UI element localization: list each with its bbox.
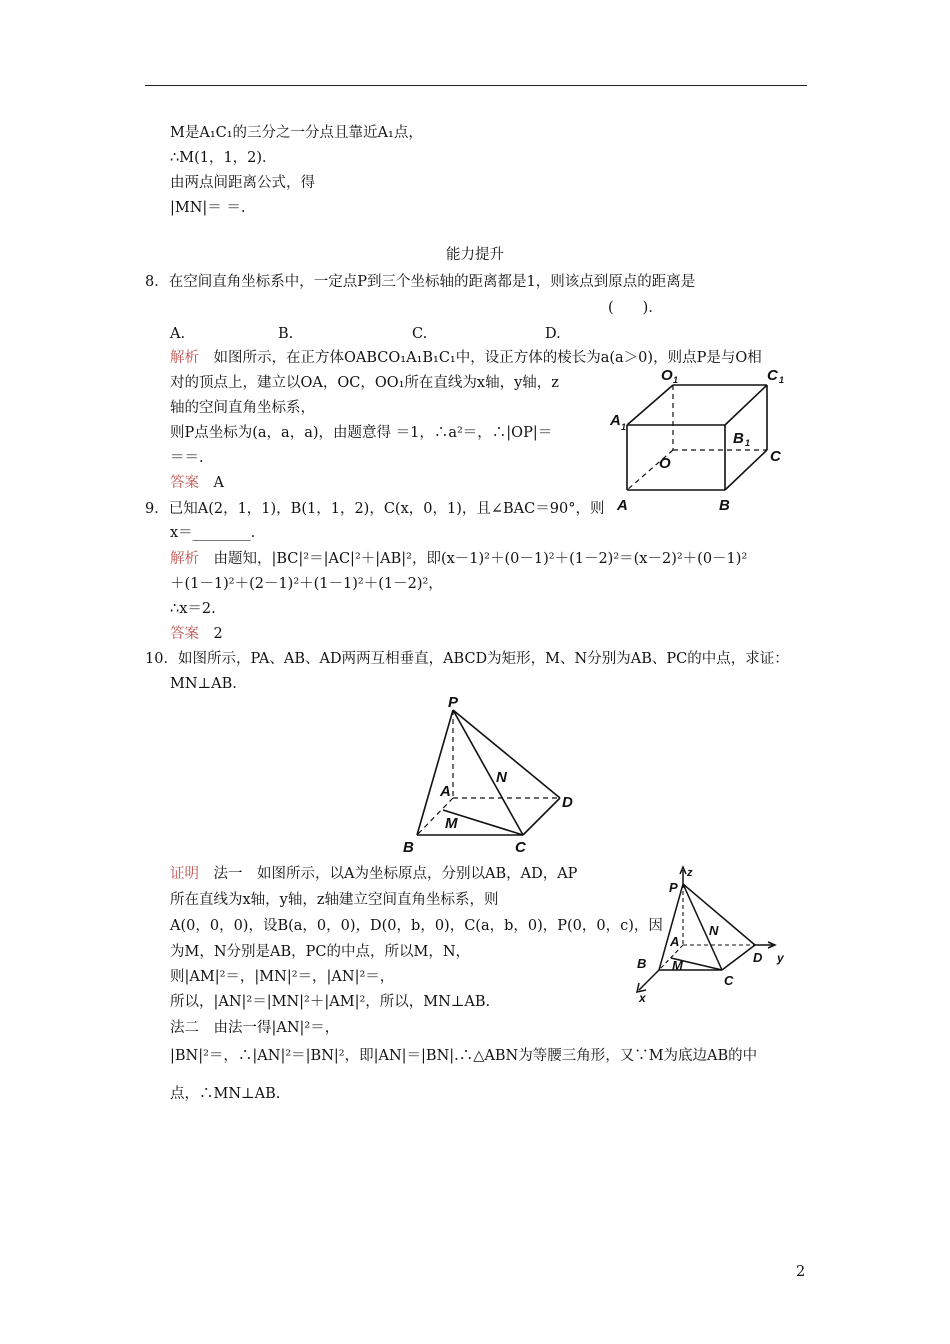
label-x: x bbox=[639, 991, 646, 1002]
q10-proof-line: 为M，N分别是AB，PC的中点，所以M，N， bbox=[170, 944, 471, 960]
q10-proof-line: 法一 如图所示，以A为坐标原点，分别以AB，AD，AP bbox=[213, 866, 578, 882]
q8-jx-line: 对的顶点上，建立以OA，OC，OO₁所在直线为x轴，y轴，z bbox=[170, 375, 559, 391]
q10-proof-line: 所以，|AN|²＝|MN|²＋|AM|²，所以，MN⊥AB. bbox=[170, 994, 491, 1010]
label-A: A bbox=[440, 783, 451, 800]
label-A: A bbox=[670, 934, 680, 949]
label-O1: O bbox=[661, 367, 673, 384]
q8-blank: ( )． bbox=[608, 300, 663, 316]
jiexi-label: 解析 bbox=[170, 551, 199, 567]
jiexi-label: 解析 bbox=[170, 350, 199, 366]
label-M: M bbox=[445, 815, 458, 832]
label-B1: B bbox=[733, 430, 744, 447]
cube-figure bbox=[605, 360, 795, 520]
label-B: B bbox=[719, 497, 730, 514]
answer-label: 答案 bbox=[170, 626, 199, 642]
label-N: N bbox=[496, 769, 507, 786]
q8-option-c: C. bbox=[412, 326, 428, 342]
label-M: M bbox=[672, 958, 683, 973]
text-line: ∴M(1，1，2)． bbox=[170, 150, 277, 166]
q9-answer: 2 bbox=[213, 626, 223, 642]
q8-jx-line: 如图所示，在正方体OABCO₁A₁B₁C₁中，设正方体的棱长为a(a＞0)，则点P是与O相 bbox=[213, 350, 762, 366]
label-C: C bbox=[724, 973, 734, 988]
q9-jx-line: 由题知，|BC|²＝|AC|²＋|AB|²，即(x－1)²＋(0－1)²＋(1－2)²＝(x－2)²＋(0－1)² bbox=[213, 551, 748, 567]
label-D: D bbox=[753, 950, 763, 965]
label-C: C bbox=[515, 839, 526, 856]
q10-proof-line: 则|AM|²＝，|MN|²＝，|AN|²＝， bbox=[170, 969, 395, 985]
q10-stem-2: MN⊥AB. bbox=[170, 676, 237, 692]
text-line: |MN|＝ ＝. bbox=[170, 200, 246, 216]
q8-option-b: B. bbox=[278, 326, 294, 342]
q9-jx-line: ＋(1－1)²＋(2－1)²＋(1－1)²＋(1－2)²， bbox=[170, 576, 443, 592]
text-line: M是A₁C₁的三分之一分点且靠近A₁点， bbox=[170, 125, 423, 141]
coordinate-figure bbox=[625, 862, 805, 1002]
q8-stem: 8．在空间直角坐标系中，一定点P到三个坐标轴的距离都是1，则该点到原点的距离是 bbox=[145, 274, 696, 290]
proof-label: 证明 bbox=[170, 866, 199, 882]
label-A1: A bbox=[610, 412, 621, 429]
label-C1: C bbox=[767, 367, 778, 384]
q10-proof-line: |BN|²＝，∴|AN|²＝|BN|²，即|AN|＝|BN|.∴△ABN为等腰三角形，又∵M为底边AB的中 bbox=[170, 1048, 758, 1064]
label-C1-sub: 1 bbox=[779, 375, 785, 385]
q9-stem: 9．已知A(2，1，1)，B(1，1，2)，C(x，0，1)，且∠BAC＝90°，则 bbox=[145, 501, 605, 517]
label-P: P bbox=[448, 695, 459, 711]
q10-proof-line: A(0，0，0)，设B(a，0，0)，D(0，b，0)，C(a，b，0)，P(0，0，c)，因 bbox=[170, 918, 663, 934]
label-B1-sub: 1 bbox=[745, 438, 751, 448]
label-z: z bbox=[687, 867, 693, 879]
q8-jx-line: 则P点坐标为(a，a，a)，由题意得 ＝1，∴a²＝，∴|OP|＝ bbox=[170, 425, 553, 441]
label-N: N bbox=[709, 923, 719, 938]
page-number: 2 bbox=[796, 1264, 806, 1280]
q8-jx-line: ＝＝. bbox=[170, 450, 204, 466]
q8-option-a: A. bbox=[170, 326, 186, 342]
pyramid-figure bbox=[385, 695, 595, 860]
q9-stem-2: x＝________. bbox=[170, 525, 256, 541]
q10-proof-line: 点，∴MN⊥AB. bbox=[170, 1086, 281, 1102]
label-A: A bbox=[617, 497, 628, 514]
q10-proof-line: 法二 由法一得|AN|²＝， bbox=[170, 1020, 340, 1036]
q8-jx-line: 轴的空间直角坐标系， bbox=[170, 400, 315, 416]
q9-jx-line: ∴x＝2. bbox=[170, 601, 216, 617]
label-P: P bbox=[669, 880, 678, 895]
label-A1-sub: 1 bbox=[621, 422, 627, 432]
label-D: D bbox=[562, 794, 573, 811]
label-O: O bbox=[659, 455, 671, 472]
label-O1-sub: 1 bbox=[673, 375, 679, 385]
q10-proof-line: 所在直线为x轴，y轴，z轴建立空间直角坐标系，则 bbox=[170, 892, 499, 908]
q8-option-d: D. bbox=[545, 326, 561, 342]
section-title: 能力提升 bbox=[446, 247, 504, 263]
label-B: B bbox=[637, 956, 647, 971]
answer-label: 答案 bbox=[170, 475, 199, 491]
q10-stem: 10．如图所示，PA、AB、AD两两互相垂直，ABCD为矩形，M、N分别为AB、PC的中点，求证： bbox=[145, 651, 789, 667]
label-B: B bbox=[403, 839, 414, 856]
q8-answer: A bbox=[213, 475, 224, 491]
text-line: 由两点间距离公式，得 bbox=[170, 175, 315, 191]
label-C: C bbox=[770, 448, 781, 465]
header-rule bbox=[145, 85, 807, 86]
label-y: y bbox=[777, 951, 784, 965]
